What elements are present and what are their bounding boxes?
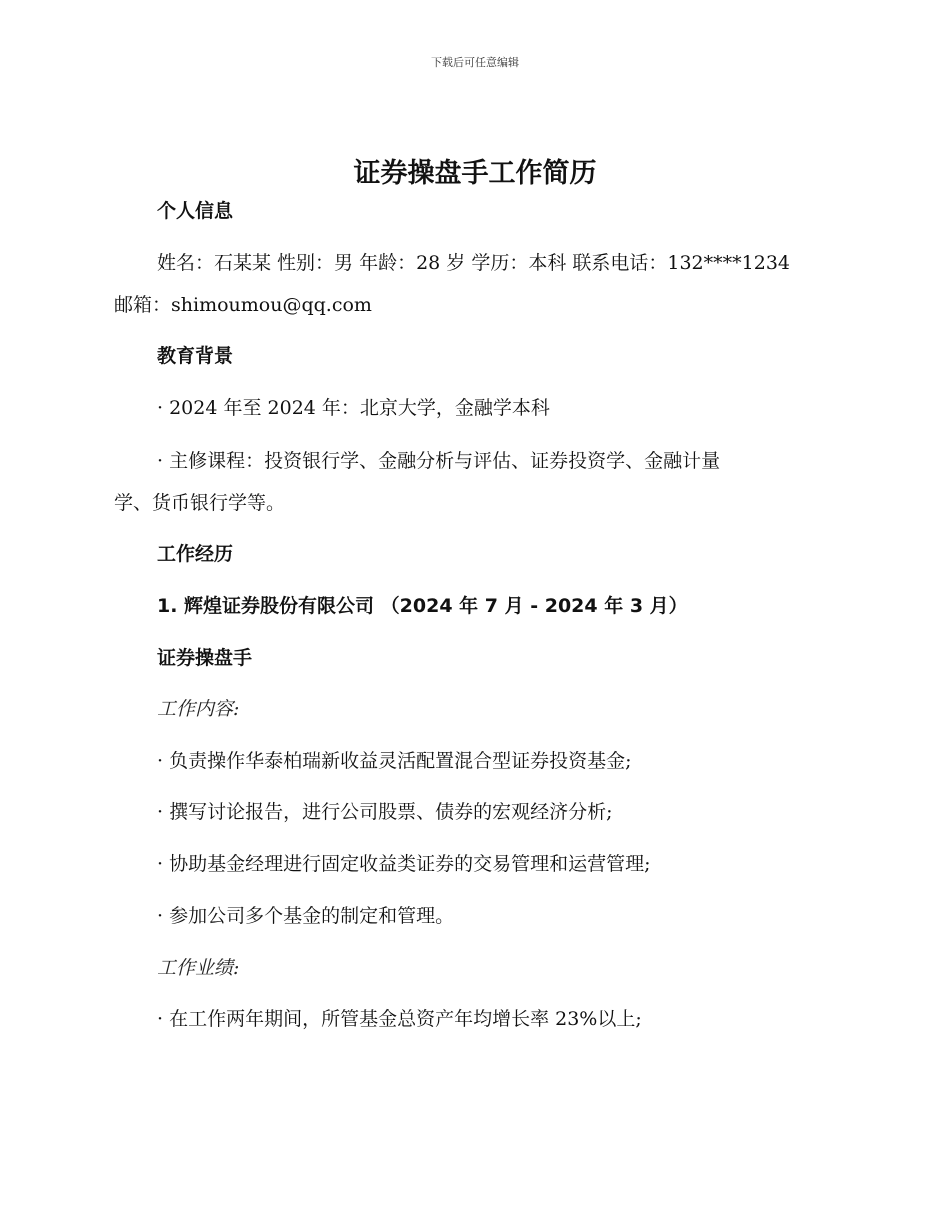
page-title: 证券操盘手工作简历 <box>353 158 597 189</box>
list-item: · 撰写讨论报告，进行公司股票、债券的宏观经济分析; <box>157 801 613 823</box>
company-line: 1. 辉煌证券股份有限公司 （2024 年 7 月 - 2024 年 3 月） <box>157 595 688 617</box>
list-item: · 协助基金经理进行固定收益类证券的交易管理和运营管理; <box>157 853 651 875</box>
work-achievement-label: 工作业绩: <box>157 957 240 979</box>
education-heading: 教育背景 <box>157 345 234 367</box>
education-item: · 2024 年至 2024 年：北京大学，金融学本科 <box>157 397 550 419</box>
email-line: 邮箱：shimoumou@qq.com <box>114 294 372 316</box>
list-item: · 在工作两年期间，所管基金总资产年均增长率 23%以上; <box>157 1008 642 1030</box>
position-title: 证券操盘手 <box>157 647 253 669</box>
header-note: 下载后可任意编辑 <box>431 56 519 69</box>
work-heading: 工作经历 <box>157 543 234 565</box>
personal-info-heading: 个人信息 <box>157 200 234 222</box>
list-item: · 负责操作华泰柏瑞新收益灵活配置混合型证券投资基金; <box>157 750 632 772</box>
education-courses-line2: 学、货币银行学等。 <box>114 492 286 514</box>
work-content-label: 工作内容: <box>157 698 240 720</box>
personal-info-line: 姓名：石某某 性别：男 年龄：28 岁 学历：本科 联系电话：132****1234 <box>157 252 790 274</box>
education-courses-line1: · 主修课程：投资银行学、金融分析与评估、证券投资学、金融计量 <box>157 450 721 472</box>
list-item: · 参加公司多个基金的制定和管理。 <box>157 905 455 927</box>
